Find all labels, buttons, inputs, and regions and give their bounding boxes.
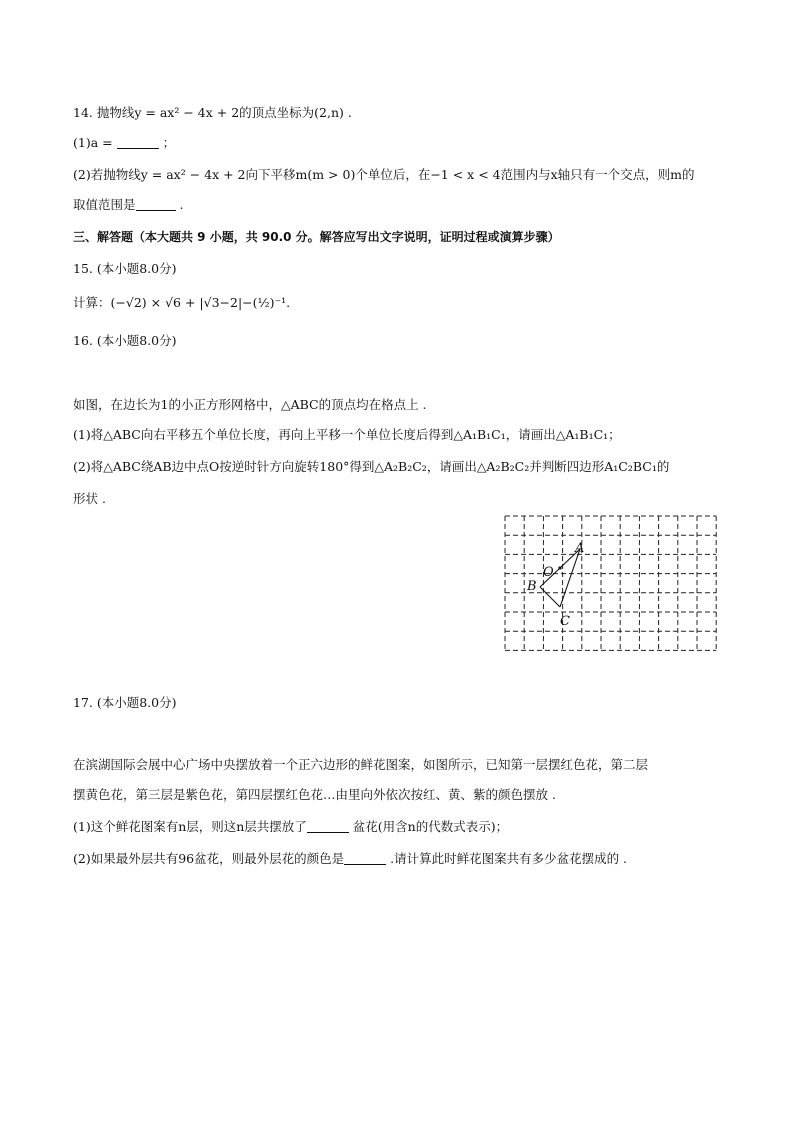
q16-intro: 如图，在边长为1的小正方形网格中，△ABC的顶点均在格点上 . xyxy=(73,397,427,412)
q14-part2-prefix: 取值范围是 xyxy=(73,197,136,212)
grid-figure xyxy=(503,514,727,652)
answer-blank[interactable] xyxy=(117,136,159,149)
q15-header: 15. (本小题8.0分) xyxy=(73,261,177,276)
q14-part2-line1: (2)若抛物线y = ax² − 4x + 2向下平移m(m > 0)个单位后，在−1 < x < 4范围内与x轴只有一个交点，则m的 xyxy=(73,167,695,182)
q16-part2-line1: (2)将△ABC绕AB边中点O按逆时针方向旋转180°得到△A₂B₂C₂，请画出△A₂B₂C₂并判断四边形A₁C₂BC₁的 xyxy=(73,459,670,474)
q16-part1: (1)将△ABC向右平移五个单位长度，再向上平移一个单位长度后得到△A₁B₁C₁，请画出△A₁B₁C₁； xyxy=(73,427,621,442)
q17-part2-suffix: .请计算此时鲜花图案共有多少盆花摆成的 . xyxy=(386,851,628,866)
q17-part2 xyxy=(73,850,627,868)
q17-header: 17. (本小题8.0分) xyxy=(73,695,177,710)
q14-part1-prefix: (1)a = xyxy=(73,135,117,150)
answer-blank[interactable] xyxy=(307,820,349,833)
label-o: O xyxy=(543,565,554,580)
q16-part2-line2: 形状 . xyxy=(73,491,106,506)
q16-header: 16. (本小题8.0分) xyxy=(73,333,177,348)
label-a: A xyxy=(575,541,585,556)
q17-part2-prefix: (2)如果最外层共有96盆花，则最外层花的颜色是 xyxy=(73,851,345,866)
answer-blank[interactable] xyxy=(136,198,176,211)
q17-part1-prefix: (1)这个鲜花图案有n层，则这n层共摆放了 xyxy=(73,819,307,834)
grid-lines xyxy=(505,516,716,650)
q14-part2-suffix: . xyxy=(175,197,184,212)
q15-body: 计算：(−√2) × √6 + |√3−2|−(½)⁻¹. xyxy=(73,295,291,310)
q17-part1 xyxy=(73,818,508,836)
label-c: C xyxy=(560,614,570,629)
q14-part2-line2 xyxy=(73,196,183,214)
point-o xyxy=(558,566,561,569)
q17-part1-suffix: 盆花(用含n的代数式表示)； xyxy=(348,819,509,834)
q17-intro-line1: 在滨湖国际会展中心广场中央摆放着一个正六边形的鲜花图案，如图所示，已知第一层摆红色花，第二层 xyxy=(73,757,649,772)
label-b: B xyxy=(527,579,537,594)
q14-part1 xyxy=(73,134,175,152)
section-heading: 三、解答题（本大题共 9 小题，共 90.0 分。解答应写出文字说明，证明过程或演算步骤） xyxy=(73,230,560,244)
q14-stem: 14. 抛物线y = ax² − 4x + 2的顶点坐标为(2,n) . xyxy=(73,105,352,120)
answer-blank[interactable] xyxy=(344,852,386,865)
q14-part1-suffix: ； xyxy=(158,135,176,150)
q17-intro-line2: 摆黄色花，第三层是紫色花，第四层摆红色花…由里向外依次按红、黄、紫的颜色摆放 . xyxy=(73,787,556,802)
